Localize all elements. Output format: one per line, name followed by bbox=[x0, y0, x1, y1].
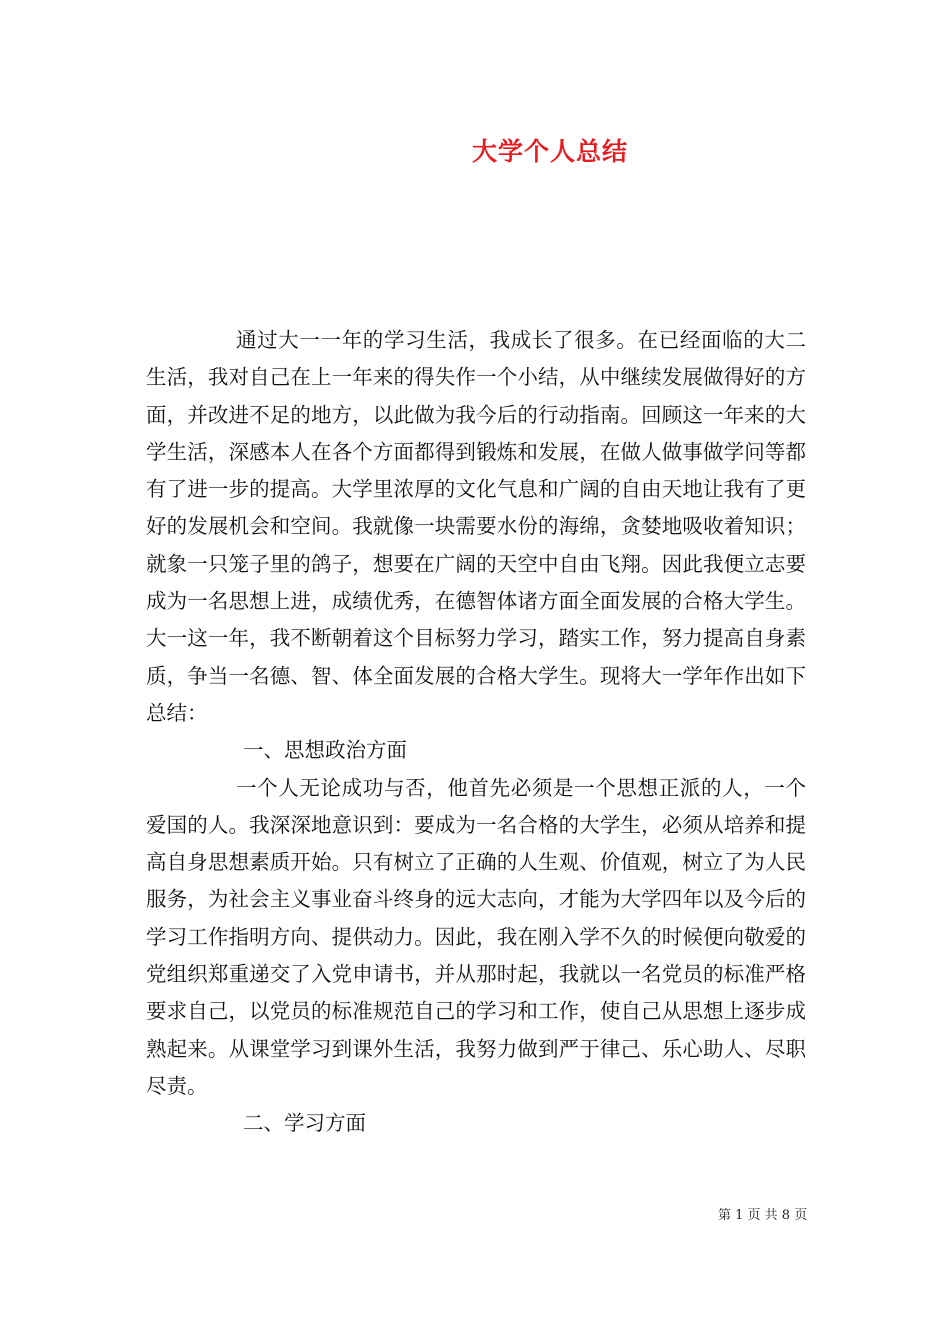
document-title: 大学个人总结 bbox=[471, 137, 628, 166]
section-heading-ideology: 一、思想政治方面 bbox=[243, 738, 407, 763]
ideology-paragraph: 一个人无论成功与否，他首先必须是一个思想正派的人，一个爱国的人。我深深地意识到：要成为一名合格的大学生，必须从培养和提高自身思想素质开始。只有树立了正确的人生观、价值观，树立了为人民服务，为社会主义事业奋斗终身的远大志向，才能为大学四年以及今后的学习工作指明方向、提供动力。因此，我在刚入学不久的时候便向敬爱的党组织郑重递交了入党申请书，并从那时起，我就以一名党员的标准严格要求自己，以党员的标准规范自己的学习和工作，使自己从思想上逐步成熟起来。从课堂学习到课外生活，我努力做到严于律己、乐心助人、尽职尽责。 bbox=[146, 775, 806, 1098]
page-number-footer: 第 1 页 共 8 页 bbox=[718, 1208, 808, 1223]
intro-paragraph: 通过大一一年的学习生活，我成长了很多。在已经面临的大二生活，我对自己在上一年来的得失作一个小结，从中继续发展做得好的方面，并改进不足的地方，以此做为我今后的行动指南。回顾这一年来的大学生活，深感本人在各个方面都得到锻炼和发展，在做人做事做学问等都有了进一步的提高。大学里浓厚的文化气息和广阔的自由天地让我有了更好的发展机会和空间。我就像一块需要水份的海绵，贪婪地吸收着知识；就象一只笼子里的鸽子，想要在广阔的天空中自由飞翔。因此我便立志要成为一名思想上进，成绩优秀，在德智体诸方面全面发展的合格大学生。大一这一年，我不断朝着这个目标努力学习，踏实工作，努力提高自身素质，争当一名德、智、体全面发展的合格大学生。现将大一学年作出如下总结： bbox=[146, 328, 806, 725]
section-heading-study: 二、学习方面 bbox=[243, 1111, 366, 1136]
document-body bbox=[146, 322, 806, 1143]
